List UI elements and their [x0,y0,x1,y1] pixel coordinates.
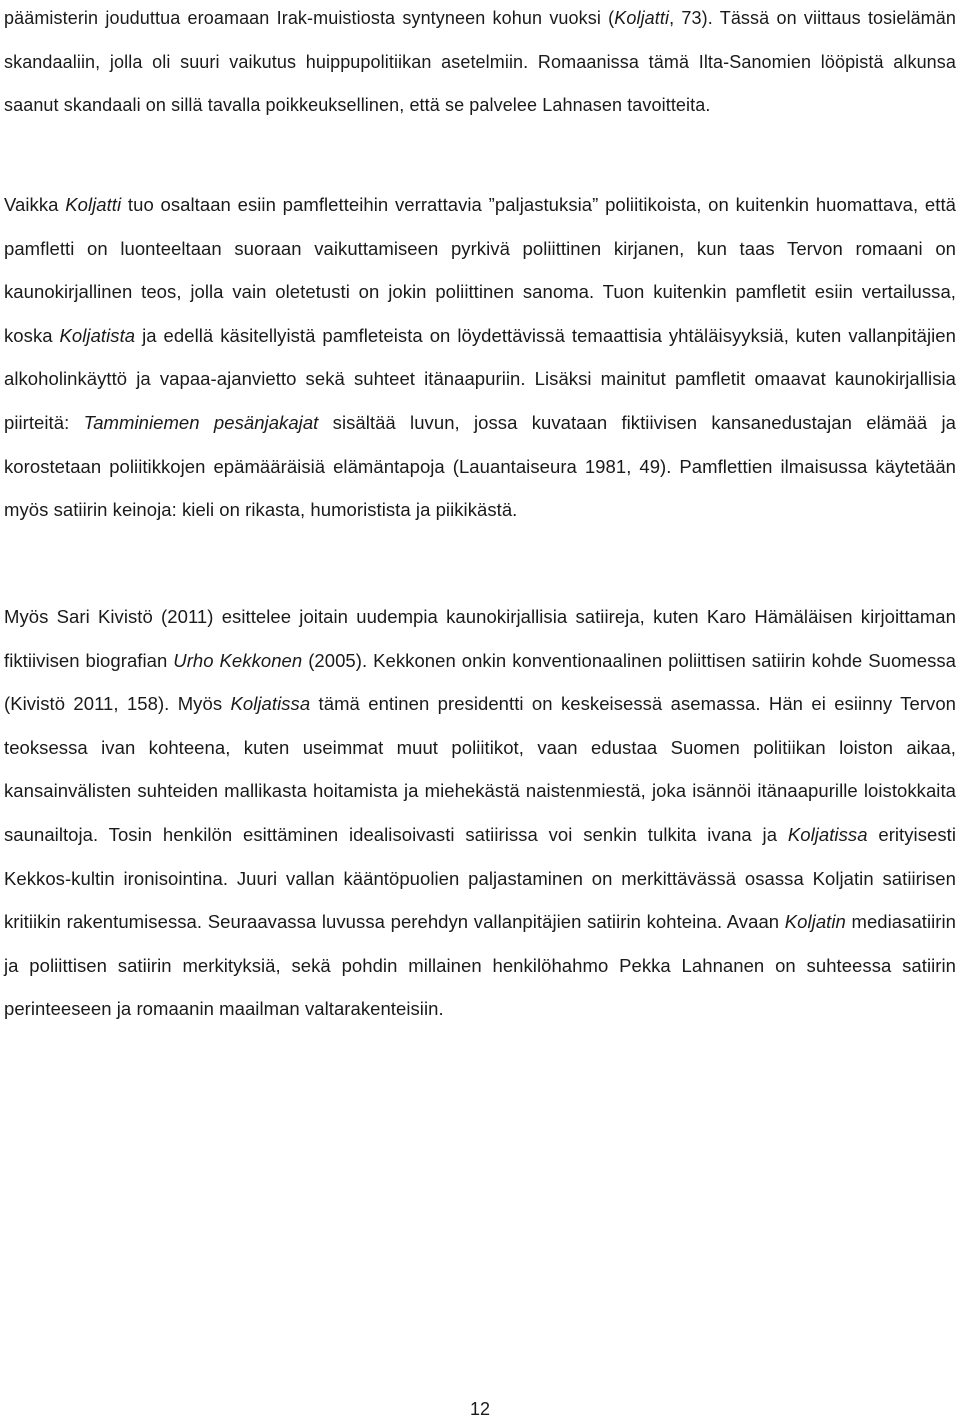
italic-text-segment: Koljatin [784,911,846,933]
paragraph-2 [4,183,956,532]
text-segment: tämä entinen presidentti on keskeisessä asemassa. Hän ei esiinny Tervon teoksessa ivan kohteena, kuten useimmat muut poliitikot, vaan edustaa Suomen politiikan loiston aikaa, kansainvälisten suhteiden mallikasta hoitamista ja miehekästä naistenmiestä, joka isännöi itänaapurille loistokkaita saunailtoja. Tosin henkilön esittäminen idealisoivasti satiirissa voi senkin tulkita ivana ja [4,693,957,845]
text-segment: ja edellä käsitellyistä pamfleteista on löydettävissä temaattisia yhtäläisyyksiä, kuten vallanpitäjien alkoholinkäyttö ja vapaa-ajanvietto sekä suhteet itänaapuriin. Lisäksi mainitut pamfletit omaavat kaunokirjallisia piirteitä: [4,324,956,433]
italic-text-segment: Koljatista [59,324,136,346]
text-segment: (2005). Kekkonen onkin konventionaalinen poliittisen satiirin kohde Suomessa (Kivistö 2011, 158). Myös [4,649,957,715]
text-segment: Vaikka [4,194,66,215]
paragraph-3 [4,595,956,1031]
text-segment: erityisesti Kekkos-kultin ironisointina. Juuri vallan kääntöpuolien paljastaminen on merkittävässä osassa Koljatin satiirisen kritiikin rakentumisessa. Seuraavassa luvussa perehdyn vallanpitäjien satiirin kohteina. Avaan [4,823,956,933]
text-segment: mediasatiirin ja poliittisen satiirin merkityksiä, sekä pohdin millainen henkilöhahmo Pekka Lahnanen on suhteessa satiirin perinteeseen ja romaanin maailman valtarakenteisiin. [4,911,956,1020]
text-segment: päämisterin jouduttua eroamaan Irak-muistiosta syntyneen kohun vuoksi ( [4,8,615,28]
italic-text-segment: Urho Kekkonen [173,649,303,671]
paragraph-1 [4,0,956,128]
italic-text-segment: Koljatissa [230,693,311,715]
italic-text-segment: Tamminiemen pesänjakajat [83,411,319,433]
text-segment: sisältää luvun, jossa kuvataan fiktiivisen kansanedustajan elämää ja korostetaan poliitikkojen epämääräisiä elämäntapoja (Lauantaiseura 1981, 49). Pamflettien ilmaisussa käytetään myös satiirin keinoja: kieli on rikasta, humoristista ja piikikästä. [4,411,956,521]
italic-text-segment: Koljatissa [787,823,868,845]
text-segment: tuo osaltaan esiin pamfletteihin verrattavia ”paljastuksia” poliitikoista, on kuitenkin huomattava, että pamfletti on luonteeltaan suoraan vaikuttamiseen pyrkivä poliittinen kirjanen, kun taas Tervon romaani on kaunokirjallinen teos, jolla vain oletetusti on jokin poliittinen sanoma. Tuon kuitenkin pamfletit esiin vertailussa, koska [4,194,956,346]
italic-text-segment: Koljatti [614,8,670,28]
text-segment: Myös Sari Kivistö (2011) esittelee joitain uudempia kaunokirjallisia satiireja, kuten Karo Hämäläisen kirjoittaman fiktiivisen biografian [4,606,956,671]
italic-text-segment: Koljatti [65,194,122,215]
text-segment: , 73). Tässä on viittaus tosielämän skandaaliin, jolla oli suuri vaikutus huippupolitiikan asetelmiin. Romaanissa tämä Ilta-Sanomien lööpistä alkunsa saanut skandaali on sillä tavalla poikkeuksellinen, että se palvelee Lahnasen tavoitteita. [4,8,957,116]
page-number: 12 [469,1399,491,1419]
